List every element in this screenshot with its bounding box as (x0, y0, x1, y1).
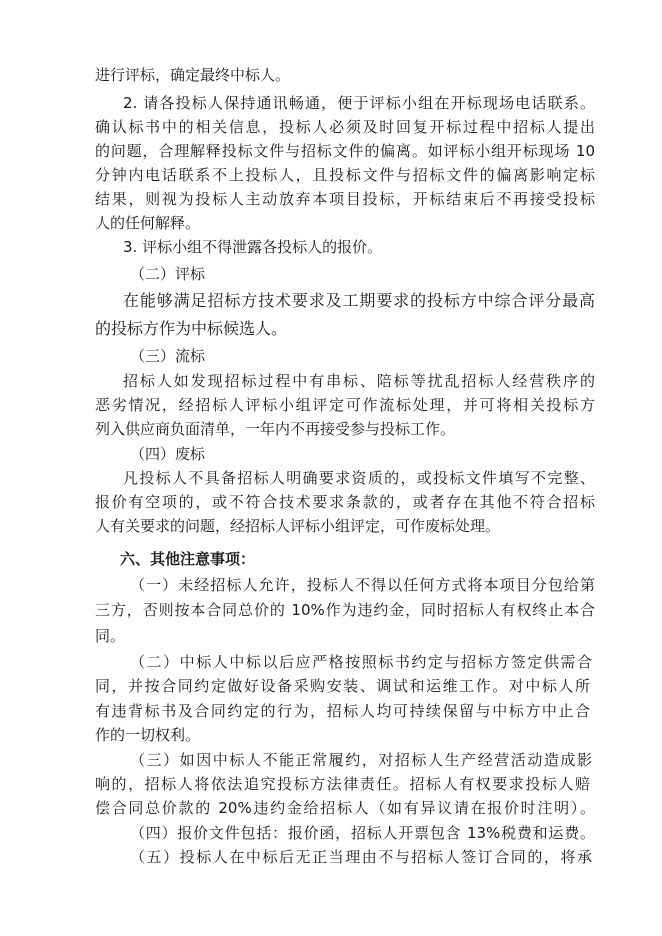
text-line: 的投标方作为中标候选人。 (95, 319, 288, 338)
chapter-heading: 六、其他注意事项： (120, 550, 256, 568)
text-line: 有违背标书及合同约定的行为，招标人均可持续保留与中标方中止合 (95, 702, 590, 720)
text-line: 同。 (95, 627, 126, 645)
text-line: 分钟内电话联系不上投标人，且投标文件与招标文件的偏离影响定标 (95, 166, 595, 184)
text-line: 2. 请各投标人保持通讯畅通，便于评标小组在开标现场电话联系。 (123, 94, 595, 112)
text-line: 招标人如发现招标过程中有串标、陪标等扰乱招标人经营秩序的 (123, 372, 595, 390)
section-heading: （四）废标 (130, 445, 206, 463)
text-line: 确认标书中的相关信息，投标人必须及时回复开标过程中招标人提出 (95, 118, 595, 136)
text-line: 3. 评标小组不得泄露各投标人的报价。 (123, 238, 383, 256)
text-line: 列入供应商负面清单，一年内不再接受参与投标工作。 (95, 420, 456, 438)
text-line: 报价有空项的，或不符合技术要求条款的，或者存在其他不符合招标 (95, 493, 595, 511)
text-line: （二）中标人中标以后应严格按照标书约定与招标方签定供需合 (130, 653, 592, 671)
text-line: 人有关要求的问题，经招标人评标小组评定，可作废标处理。 (95, 517, 501, 535)
text-line: 在能够满足招标方技术要求及工期要求的投标方中综合评分最高 (123, 291, 595, 310)
text-line: 三方，否则按本合同总价的 10%作为违约金，同时招标人有权终止本合 (95, 601, 595, 619)
text-line: 作的一切权利。 (95, 726, 201, 744)
text-line: 响的，招标人将依法追究投标方法律责任。招标人有权要求投标人赔 (95, 775, 590, 793)
text-line: （三）如因中标人不能正常履约，对招标人生产经营活动造成影 (130, 751, 592, 769)
section-heading: （二）评标 (130, 265, 206, 283)
text-line: （四）报价文件包括：报价函，招标人开票包含 13%税费和运费。 (130, 824, 595, 842)
text-line: 同，并按合同约定做好设备采购安装、调试和运维工作。对中标人所 (95, 677, 590, 695)
text-line: 恶劣情况，经招标人评标小组评定可作流标处理，并可将相关投标方 (95, 396, 595, 414)
section-heading: （三）流标 (130, 347, 206, 365)
text-line: 凡投标人不具备招标人明确要求资质的，或投标文件填写不完整、 (123, 469, 595, 487)
text-line: （五）投标人在中标后无正当理由不与招标人签订合同的，将承 (130, 848, 592, 866)
text-line: 人的任何解释。 (95, 214, 201, 232)
text-line: （一）未经招标人允许，投标人不得以任何方式将本项目分包给第 (130, 576, 595, 594)
text-line: 的问题，合理解释投标文件与招标文件的偏离。如评标小组开标现场 10 (95, 142, 595, 160)
text-line: 进行评标，确定最终中标人。 (95, 66, 291, 84)
text-line: 偿合同总价款的 20%违约金给招标人（如有异议请在报价时注明）。 (95, 799, 595, 817)
text-line: 结果，则视为投标人主动放弃本项目投标，开标结束后不再接受投标 (95, 190, 595, 208)
